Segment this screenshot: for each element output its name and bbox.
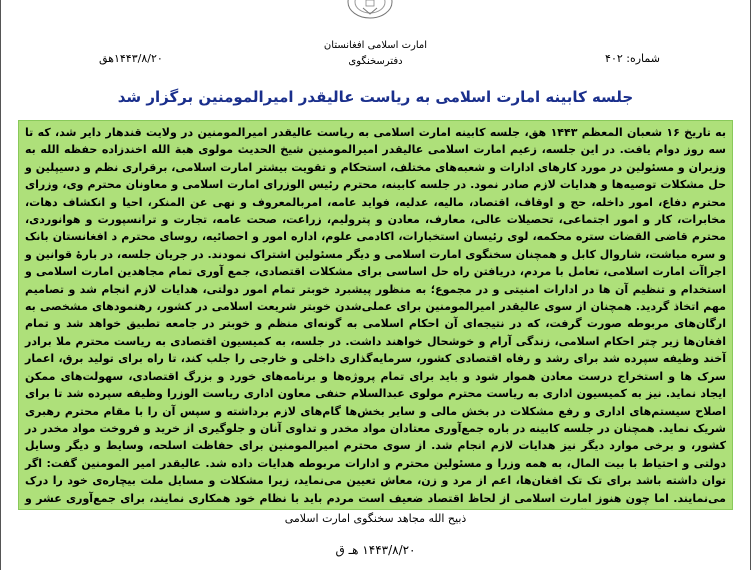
body-box xyxy=(18,120,733,510)
emblem-icon xyxy=(337,0,403,20)
office-name: دفترسخنگوی xyxy=(348,56,403,67)
document-date: ۱۴۴۳/۸/۲۰هق xyxy=(99,52,163,65)
document-number: شماره: ۴۰۲ xyxy=(605,52,660,65)
body-text: به تاریخ ۱۶ شعبان المعظم ۱۴۴۳ هق، جلسه کابینه امارت اسلامی به ریاست عالیقدر امیرالمومنین در ولایت قندهار دایر شد، که تا سه روز دوام یافت. در این جلسه، زعیم امارت اسلامی عالیقدر امیرالمومنین شیخ الحدیث مولوی هبة الله اخندزاده حفظه الله به وزیران و مسئولین در مورد کارهای ادارات و شعبه‌های مختلف، استحکام و تقویت بیشتر امارت اسلامی، برقراری نظم و دسیپلین و حل مشکلات توصیه‌ها و هدایات لازم صادر نمود. در جلسه کابینه، محترم رئیس الوزرای امارت اسلامی و معاونان محترم وی، وزرای محترم دفاع، امور داخله، حج و اوقاف، اقتصاد، مالیه، عدلیه، فواید عامه، امربالمعروف و نهی عن المنکر، احیا و انکشاف دهات، مخابرات، کار و امور اجتماعی، تحصیلات عالی، معارف، معادن و پترولیم، زراعت، صحت عامه، تجارت و ترانسپورت و هوانوردی، محترم قاضی القضات ستره محکمه، لوی رئیسان استخبارات، اکادمی علوم، اداره امور و احصائیه، روسای محترم د افغانستان بانک و سره میاشت، شاروال کابل و همچنان سخنگوی امارت اسلامی و دیگر مسئولین اشتراک نمودند. در جریان جلسه، در بارهٔ قوانین و اجراآت امارت اسلامی، تعامل با مردم، دریافتن راه حل اساسی برای مشکلات اقتصادی، جمع آوری تمام مجاهدین امارت اسلامی و استخدام و تنظیم آن ها در ادارات امنیتی و در مجموع؛ به منظور پیشبرد خوبتر تمام امور دولتی، هدایات لازم انجام شد و تصامیم مهم اتخاذ گردید. همچنان از سوی عالیقدر امیرالمومنین برای عملی‌شدن خوبتر شریعت اسلامی در کشور، رهنمودهای مشخصی به ارگان‌های مربوطه صورت گرفت، که در نتیجه‌ای آن احکام اسلامی به گونه‌ای منظم و خوبتر در جامعه تطبیق خواهد شد و تمام افغان‌ها زیر چتر احکام اسلامی، زندگی آرام و خوشحال خواهند داشت. در جلسه، به کمیسیون اقتصادی به ریاست محترم ملا برادر آخند وظیفه سپرده شد برای رشد و رفاه اقتصادی کشور، سرمایه‌گذاری داخلی و خارجی را جلب کند، تا راه برای تولید برق، اعمار سرک ها و استخراج درست معادن هموار شود و باید برای تمام پروژه‌ها و برنامه‌های خورد و بزرگ اقتصادی، سهولت‌های ممکن ایجاد نماید. نیز به کمیسیون اداری به ریاست محترم مولوی عبدالسلام حنفی معاون اداری ریاست الوزرا وظیفه سپرده شد تا برای اصلاح سیستم‌های اداری و رفع مشکلات در بخش مالی و سایر بخش‌ها گام‌های لازم برداشته و سپس آن را با مقام محترم رهبری شریک نماید. همچنان در جلسه کابینه در باره جمع‌آوری معتادان مواد مخدر و تداوی آنان و جلوگیری از خرید و فروخت مواد مخدر در کشور، و برخی موارد دیگر نیز هدایات لازم انجام شد. از سوی محترم امیرالمومنین برای حفاظت اسلحه، وسایط و دیگر وسایل دولتی و احتیاط با بیت المال، به همه وزرا و مسئولین محترم و ادارات مربوطه هدایات داده شد. عالیقدر امیر المومنین گفت: اگر توان داشته باشد برای تک تک افغان‌ها، اعم از مرد و زن، معاش تعیین می‌نماید، زیرا مشکلات و مسایل ملت بیچاره‌ی خود را درک می‌نمایند. اما چون هنوز امارت اسلامی از لحاظ اقتصاد ضعیف است مردم باید با نظام خود همکاری نمایند، برای جمع‌آوری عشر و xyxy=(25,126,726,505)
closing-date: ۱۴۴۳/۸/۲۰ هـ ق xyxy=(335,543,416,557)
signature: ذبیح الله مجاهد سخنگوی امارت اسلامی xyxy=(284,512,467,525)
document-title: جلسه کابینه امارت اسلامی به ریاست عالیقدر امیرالمومنین برگزار شد xyxy=(117,88,634,106)
org-name: امارت اسلامی افغانستان xyxy=(323,40,428,51)
